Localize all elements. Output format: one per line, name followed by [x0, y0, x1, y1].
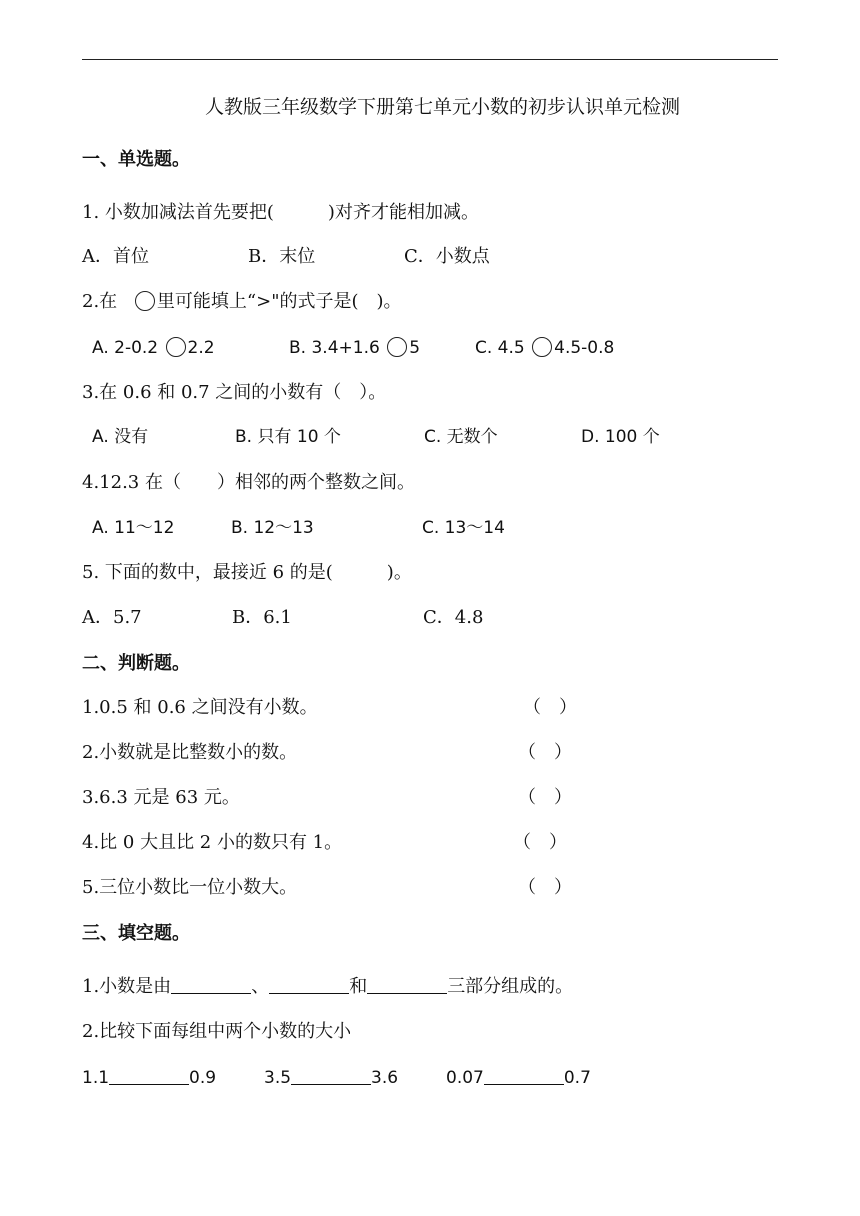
- question-1-option-a: A．首位: [82, 246, 149, 267]
- option-a-left: A. 2-0.2: [92, 338, 159, 358]
- option-c-right: 4.5-0.8: [554, 338, 615, 358]
- option-a-right: 2.2: [187, 338, 215, 358]
- answer-blank[interactable]: [484, 1066, 564, 1085]
- judge-item-2: 2.小数就是比整数小的数。: [82, 742, 298, 763]
- circle-icon: [135, 291, 155, 311]
- judge-item-1: 1.0.5 和 0.6 之间没有小数。: [82, 697, 318, 718]
- section-heading-fill-blank: 三、填空题。: [82, 923, 190, 944]
- judge-item-1-answer-paren: （ ）: [523, 697, 577, 718]
- question-3-stem: 3.在 0.6 和 0.7 之间的小数有（ ）。: [82, 382, 387, 403]
- question-2-option-b: [289, 336, 420, 360]
- compare-left: 1.1: [82, 1068, 110, 1088]
- question-4-option-c: C. 13～14: [422, 518, 505, 538]
- answer-blank[interactable]: [367, 975, 447, 994]
- question-1-option-c: C．小数点: [404, 246, 490, 267]
- option-b-right: 5: [409, 338, 421, 358]
- judge-item-4: 4.比 0 大且比 2 小的数只有 1。: [82, 832, 343, 853]
- page-title: 人教版三年级数学下册第七单元小数的初步认识单元检测: [205, 96, 681, 118]
- answer-blank[interactable]: [269, 975, 349, 994]
- circle-icon: [387, 337, 407, 357]
- compare-pair-2: [264, 1066, 398, 1090]
- fill-question-1: [82, 975, 573, 999]
- answer-blank[interactable]: [109, 1066, 189, 1085]
- judge-item-4-answer-paren: （ ）: [513, 832, 567, 853]
- compare-pair-3: [446, 1066, 591, 1090]
- compare-right: 0.7: [563, 1068, 591, 1088]
- option-c-left: C. 4.5: [475, 338, 525, 358]
- question-3-option-b: B. 只有 10 个: [235, 427, 341, 447]
- question-3-option-c: C. 无数个: [424, 427, 498, 447]
- question-5-option-c: C．4.8: [423, 607, 484, 628]
- question-1-option-b: B．末位: [248, 246, 316, 267]
- question-1-stem: 1. 小数加减法首先要把( )对齐才能相加减。: [82, 202, 479, 223]
- question-5-option-b: B．6.1: [232, 607, 292, 628]
- fill-q1-part1: 1.小数是由: [82, 976, 172, 997]
- fill-q1-part4: 三部分组成的。: [447, 976, 574, 997]
- question-2-option-c: [475, 336, 614, 360]
- question-3-option-a: A. 没有: [92, 427, 149, 447]
- compare-pair-1: [82, 1066, 216, 1090]
- header-rule: [82, 59, 778, 60]
- compare-right: 0.9: [189, 1068, 217, 1088]
- question-5-stem: 5. 下面的数中，最接近 6 的是( )。: [82, 562, 412, 583]
- question-5-option-a: A．5.7: [82, 607, 142, 628]
- question-2-stem: [82, 290, 402, 314]
- question-2-option-a: [92, 336, 215, 360]
- fill-q1-part2: 、: [251, 976, 270, 997]
- compare-right: 3.6: [371, 1068, 399, 1088]
- answer-blank[interactable]: [171, 975, 251, 994]
- compare-left: 0.07: [446, 1068, 484, 1088]
- circle-icon: [532, 337, 552, 357]
- compare-left: 3.5: [264, 1068, 292, 1088]
- question-4-stem: 4.12.3 在（ ）相邻的两个整数之间。: [82, 472, 415, 493]
- question-2-stem-pre: 2.在: [82, 291, 118, 312]
- section-heading-true-false: 二、判断题。: [82, 653, 190, 674]
- answer-blank[interactable]: [291, 1066, 371, 1085]
- question-4-option-b: B. 12～13: [231, 518, 314, 538]
- judge-item-5: 5.三位小数比一位小数大。: [82, 877, 298, 898]
- judge-item-2-answer-paren: （ ）: [518, 742, 572, 763]
- judge-item-3: 3.6.3 元是 63 元。: [82, 787, 240, 808]
- fill-q1-part3: 和: [349, 976, 368, 997]
- judge-item-5-answer-paren: （ ）: [518, 877, 572, 898]
- question-2-stem-post: 里可能填上“>"的式子是( )。: [156, 291, 402, 312]
- circle-icon: [166, 337, 186, 357]
- section-heading-single-choice: 一、单选题。: [82, 149, 190, 170]
- option-b-left: B. 3.4+1.6: [289, 338, 380, 358]
- fill-question-2: 2.比较下面每组中两个小数的大小: [82, 1021, 352, 1042]
- judge-item-3-answer-paren: （ ）: [518, 787, 572, 808]
- question-3-option-d: D. 100 个: [581, 427, 660, 447]
- question-4-option-a: A. 11～12: [92, 518, 175, 538]
